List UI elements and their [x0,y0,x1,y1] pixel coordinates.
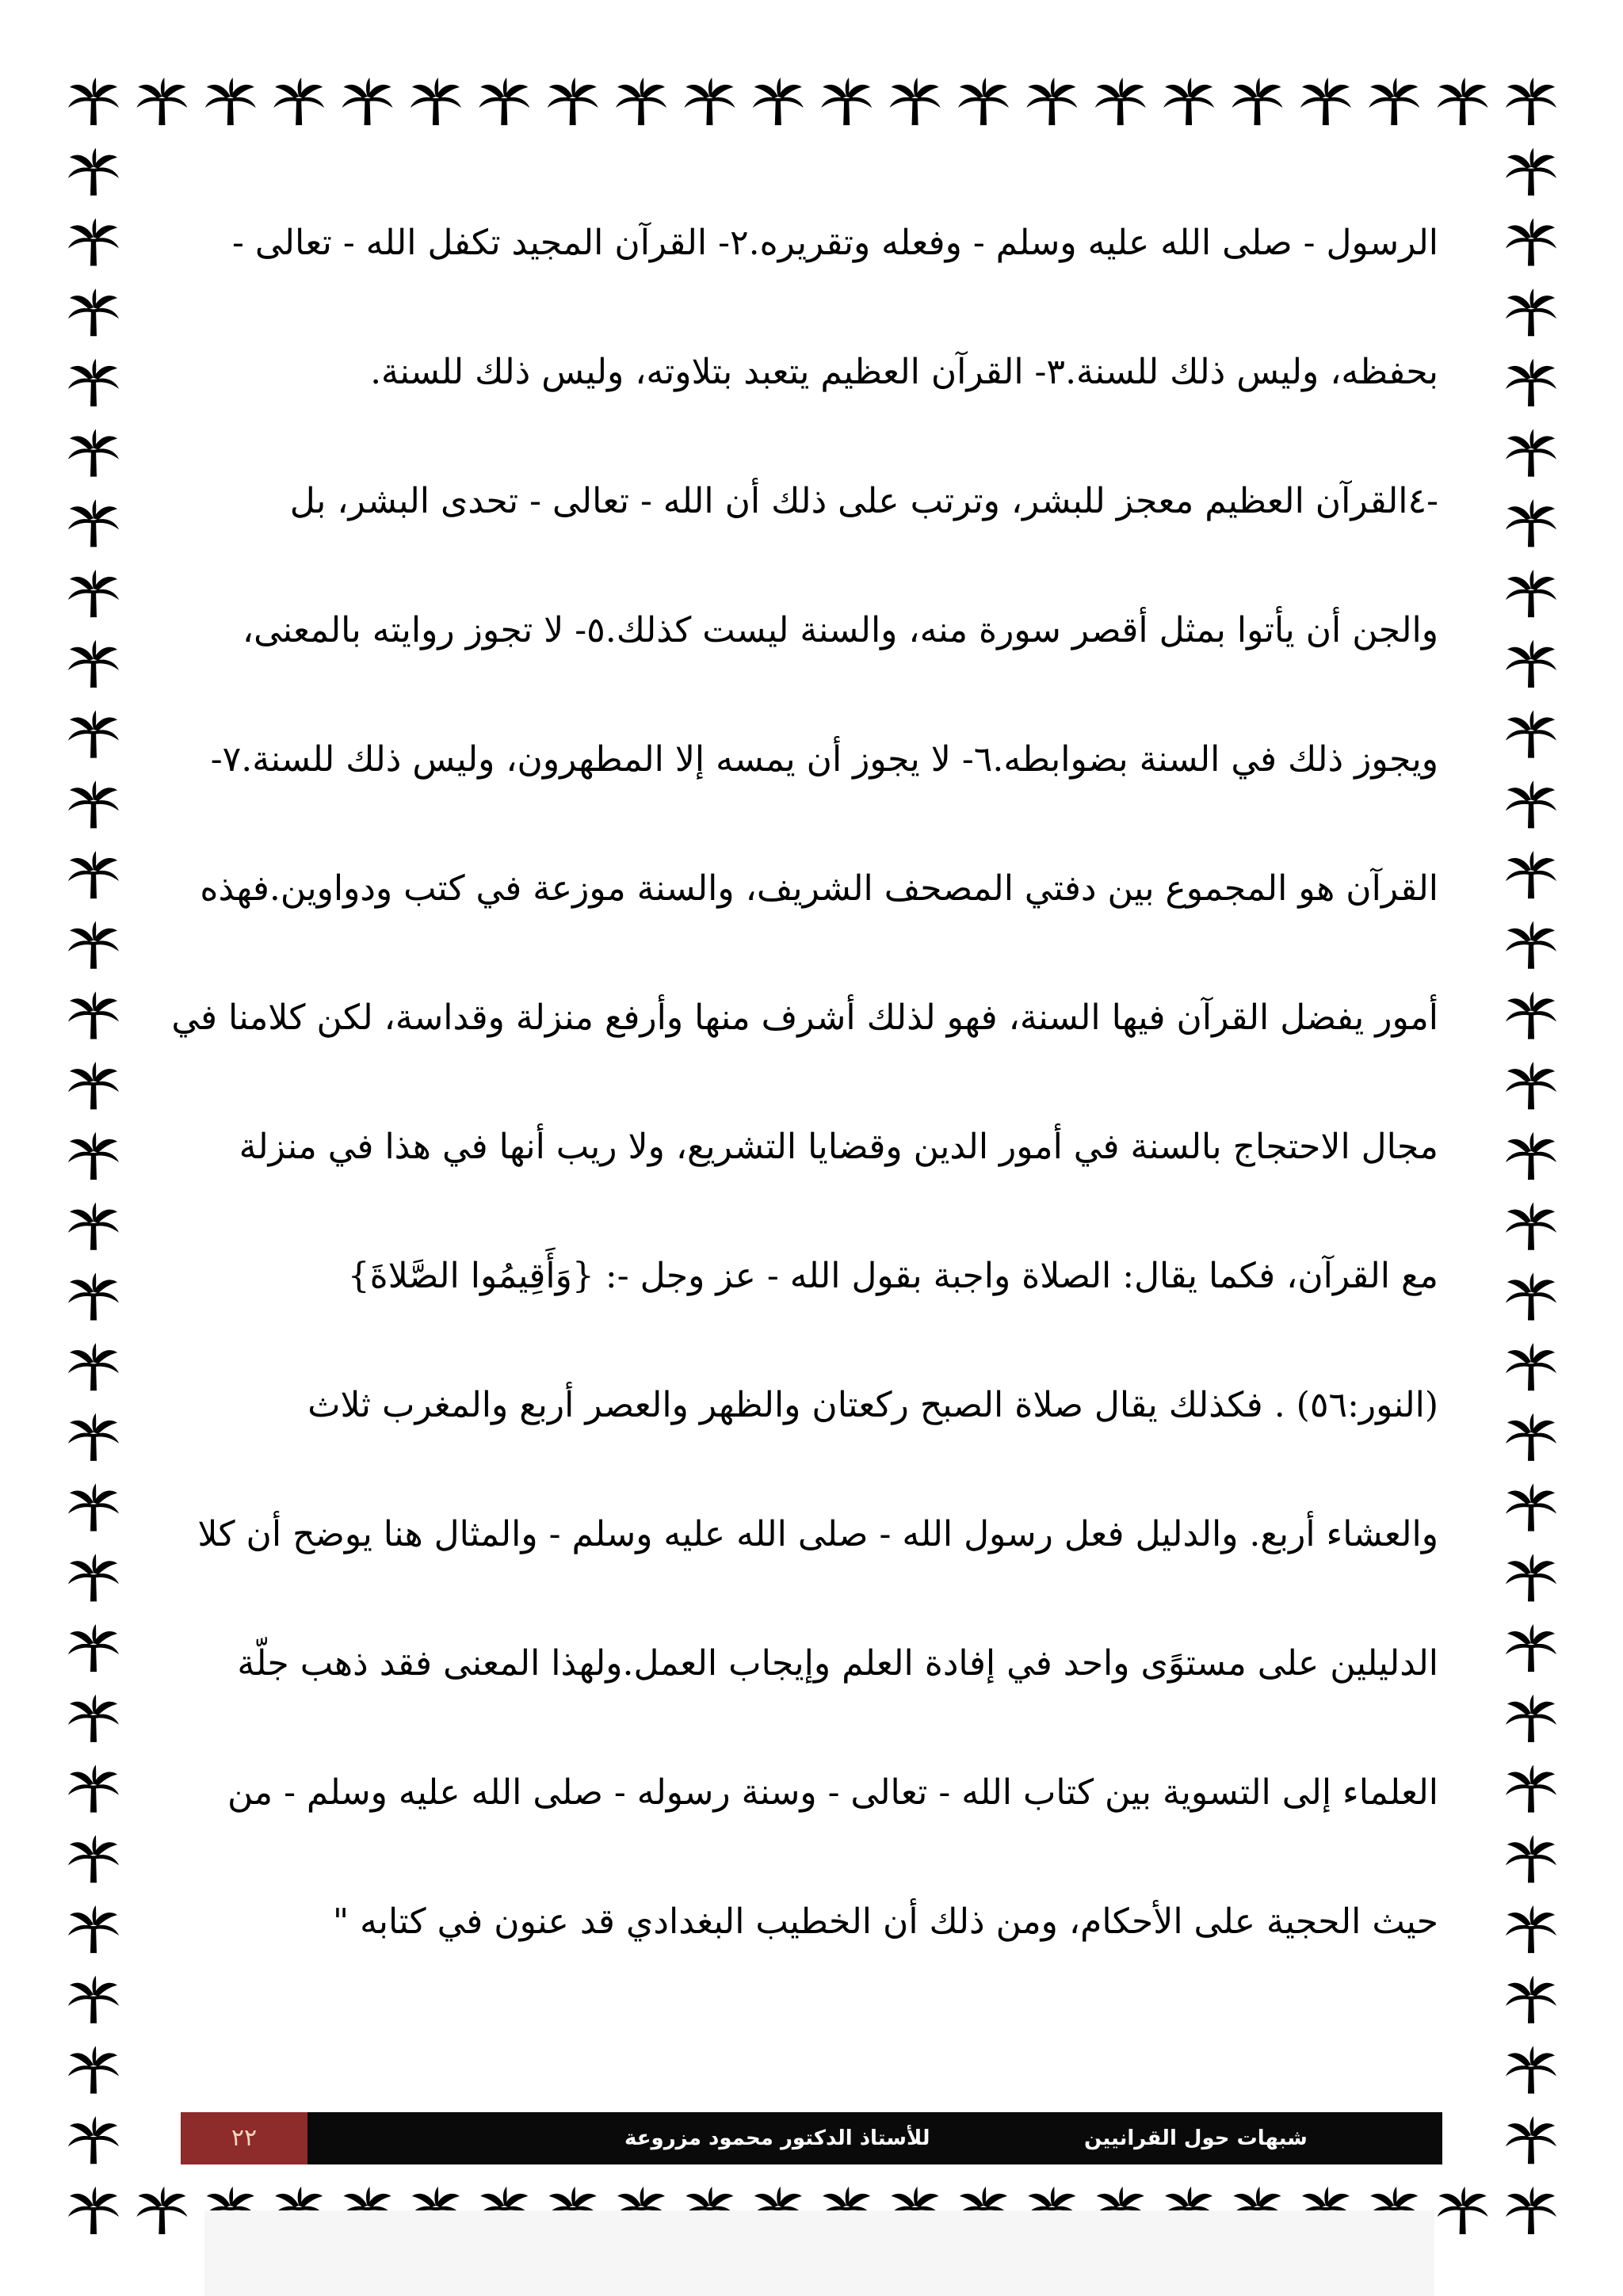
palm-tree-icon [1506,851,1556,898]
palm-tree-icon [1232,78,1282,125]
palm-tree-icon [1506,499,1556,547]
palm-tree-icon [1506,1343,1556,1390]
text-line: أمور يفضل القرآن فيها السنة، فهو لذلك أشرف منها وأرفع منزلة وقداسة، لكن كلامنا في [171,997,1438,1038]
palm-tree-icon [68,218,119,265]
palm-tree-icon [1438,78,1488,125]
palm-tree-icon [68,1765,119,1813]
palm-tree-icon [68,1554,119,1601]
palm-tree-icon [411,78,461,125]
palm-tree-icon [68,2187,119,2234]
palm-tree-icon [684,78,735,125]
palm-tree-icon [68,1272,119,1320]
palm-tree-icon [68,1624,119,1672]
palm-tree-icon [68,992,119,1039]
palm-tree-icon [68,1132,119,1180]
palm-tree-icon [1506,1413,1556,1461]
palm-tree-icon [68,2046,119,2094]
palm-tree-icon [479,78,529,125]
palm-tree-icon [136,2187,187,2234]
palm-tree-icon [68,1695,119,1742]
palm-tree-icon [1506,1695,1556,1742]
palm-tree-icon [1506,1132,1556,1180]
text-line: حيث الحجية على الأحكام، ومن ذلك أن الخطيب البغدادي قد عنون في كتابه " [332,1901,1438,1942]
palm-tree-icon [1506,359,1556,406]
palm-tree-icon [136,78,187,125]
palm-tree-icon [1506,2116,1556,2164]
palm-tree-icon [68,1062,119,1109]
footer-book-title: شبهات حول القرانيين [1084,2126,1308,2150]
text-line: القرآن هو المجموع بين دفتي المصحف الشريف، والسنة موزعة في كتب ودواوين.فهذه [200,868,1438,909]
palm-tree-icon [342,78,393,125]
palm-tree-icon [1506,1624,1556,1672]
palm-tree-icon [1506,78,1556,125]
text-line: والعشاء أربع. والدليل فعل رسول الله - صلى الله عليه وسلم - والمثال هنا يوضح أن كلا [197,1514,1438,1554]
palm-tree-icon [1506,640,1556,688]
palm-tree-icon [1506,2046,1556,2094]
palm-tree-icon [1300,78,1351,125]
text-line: -٤القرآن العظيم معجز للبشر، وترتب على ذلك أن الله - تعالى - تحدى البشر، بل [289,481,1438,521]
palm-tree-icon [1506,429,1556,477]
bottom-margin-shade [204,2210,1434,2296]
palm-tree-icon [1506,1835,1556,1882]
palm-tree-icon [68,1976,119,2023]
palm-tree-icon [68,711,119,758]
palm-tree-icon [68,921,119,969]
palm-tree-icon [616,78,666,125]
palm-tree-icon [68,429,119,477]
text-line: (النور:٥٦) . فكذلك يقال صلاة الصبح ركعتان والظهر والعصر أربع والمغرب ثلاث [307,1385,1438,1425]
text-line: مجال الاحتجاج بالسنة في أمور الدين وقضايا التشريع، ولا ريب أنها في هذا في منزلة [239,1127,1438,1167]
body-text [171,178,1438,1986]
text-line: ويجوز ذلك في السنة بضوابطه.٦- لا يجوز أن يمسه إلا المطهرون، وليس ذلك للسنة.٧- [210,739,1438,780]
palm-tree-icon [68,640,119,688]
palm-tree-icon [1506,921,1556,969]
palm-tree-icon [68,1484,119,1531]
palm-tree-icon [1506,218,1556,265]
palm-tree-icon [1506,1484,1556,1531]
palm-tree-icon [1506,1554,1556,1601]
palm-tree-icon [68,851,119,898]
palm-tree-icon [1506,711,1556,758]
palm-tree-icon [68,78,119,125]
palm-tree-icon [821,78,872,125]
palm-tree-icon [1506,1062,1556,1109]
palm-tree-icon [68,1413,119,1461]
palm-tree-icon [68,570,119,617]
palm-tree-icon [1506,1905,1556,1953]
palm-tree-icon [1506,570,1556,617]
palm-tree-icon [68,1203,119,1250]
footer-bar [181,2112,1442,2164]
palm-tree-icon [1438,2187,1488,2234]
text-line: والجن أن يأتوا بمثل أقصر سورة منه، والسنة ليست كذلك.٥- لا تجوز روايته بالمعنى، [242,610,1438,650]
palm-tree-icon [68,780,119,828]
palm-tree-icon [1369,78,1419,125]
palm-tree-icon [68,2116,119,2164]
palm-tree-icon [68,1343,119,1390]
palm-tree-icon [68,288,119,336]
text-line: مع القرآن، فكما يقال: الصلاة واجبة بقول الله - عز وجل -: {وَأَقِيمُوا الصَّلاةَ} [347,1256,1438,1296]
palm-tree-icon [1506,1272,1556,1320]
palm-tree-icon [1506,992,1556,1039]
palm-tree-icon [1026,78,1077,125]
palm-tree-icon [548,78,598,125]
palm-tree-icon [1506,1203,1556,1250]
text-line: بحفظه، وليس ذلك للسنة.٣- القرآن العظيم يتعبد بتلاوته، وليس ذلك للسنة. [370,352,1438,392]
palm-tree-icon [958,78,1009,125]
palm-tree-icon [68,359,119,406]
palm-tree-icon [68,1905,119,1953]
palm-tree-icon [68,1835,119,1882]
palm-tree-icon [1163,78,1214,125]
palm-tree-icon [1506,148,1556,196]
palm-tree-icon [68,499,119,547]
palm-tree-icon [753,78,804,125]
text-line: العلماء إلى التسوية بين كتاب الله - تعالى - وسنة رسوله - صلى الله عليه وسلم - من [227,1772,1438,1813]
palm-tree-icon [1506,1765,1556,1813]
footer-author: للأستاذ الدكتور محمود مزروعة [624,2126,930,2150]
palm-tree-icon [1506,288,1556,336]
palm-tree-icon [890,78,941,125]
text-line: الدليلين على مستوًى واحد في إفادة العلم وإيجاب العمل.ولهذا المعنى فقد ذهب جلّة [237,1643,1438,1684]
text-line: الرسول - صلى الله عليه وسلم - وفعله وتقريره.٢- القرآن المجيد تكفل الله - تعالى - [232,223,1438,263]
palm-tree-icon [1506,2187,1556,2234]
page-number: ٢٢ [181,2112,307,2164]
palm-tree-icon [1095,78,1146,125]
palm-tree-icon [1506,1976,1556,2023]
palm-tree-icon [273,78,324,125]
palm-tree-icon [205,78,256,125]
palm-tree-icon [68,148,119,196]
palm-tree-icon [1506,780,1556,828]
